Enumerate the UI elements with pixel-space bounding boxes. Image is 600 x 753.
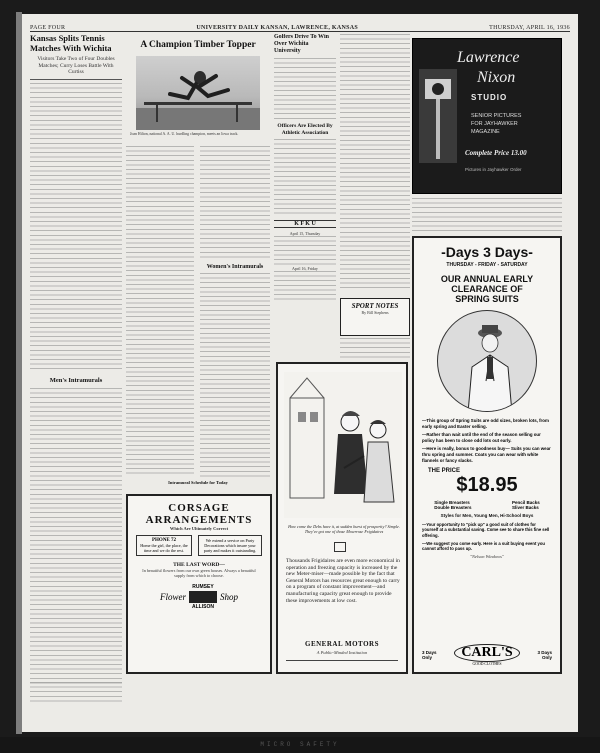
officers-text: [274, 139, 336, 217]
carls-logo-sub: GOOD CLOTHES: [472, 662, 502, 666]
column-right-text: [412, 198, 562, 232]
photo-caption: Joan Hilton, national A. A. U. hurdling champion, meets an Iowa track.: [130, 132, 239, 136]
frigidaire-caption: How come the Debs have it, at sudden burst of prosperity? Simple. They've got one of those Mowrrose Frigidaires: [288, 524, 400, 534]
studio-camera-image: [419, 69, 457, 163]
hurdler-photo: [136, 56, 260, 130]
microfilm-strip: MICRO SAFETY: [0, 737, 600, 753]
clearance-headline-3: SPRING SUITS: [455, 294, 519, 304]
sliver-backs: Sliver Backs: [511, 505, 539, 511]
column-photo: [126, 34, 270, 494]
womens-intramurals-heading: Women's Intramurals: [206, 264, 264, 270]
note-1: —Your opportunity to "pick up" a good suit of clothes for yourself at a substantial saving. Come see to share this fine sell offering.: [422, 522, 550, 538]
photo-headline: A Champion Timber Topper: [140, 40, 256, 50]
carls-logo-row: [414, 644, 560, 666]
last-word-text: In beautiful flowers from our own green houses. Always a beautiful supply from which to choose.: [142, 568, 256, 578]
kfku-heading: K F K U: [274, 220, 336, 228]
intramurals-text: [30, 388, 122, 685]
allison-word: ALLISON: [192, 604, 214, 610]
service-box-text: We extend a service on Party Decorations which insure your party and makes it outstanding.: [203, 538, 257, 553]
sport-notes-box: [340, 298, 410, 336]
frigidaire-badge-icon: [334, 542, 346, 552]
carls-notes: [422, 522, 552, 551]
general-motors-brand: GENERAL MOTORS: [305, 640, 379, 648]
column-tennis-bottom: [30, 682, 122, 704]
suit-price: $18.95: [456, 474, 518, 497]
phone-box: [136, 535, 192, 556]
pencil-backs: Pencil Backs: [511, 500, 540, 506]
service-box: [198, 535, 262, 556]
tennis-bottom-text: [30, 682, 122, 704]
shop-word: Shop: [220, 592, 238, 602]
womens-intramurals-text: [200, 273, 270, 478]
lawrence-nixon-ad: [412, 38, 562, 194]
corsage-boxes: [128, 531, 270, 556]
carls-clearance-ad: [412, 236, 562, 674]
photo-article-right: [200, 146, 270, 261]
tennis-headline: Kansas Splits Tennis Matches With Wichita: [30, 34, 112, 53]
suit-types-left: [434, 500, 471, 510]
date-line: THURSDAY, APRIL 16, 1936: [489, 25, 570, 31]
clearance-headline-2: CLEARANCE OF: [451, 284, 523, 294]
tennis-deck: Visitors Take Two of Four Doubles Matches; Curry Loses Battle With Curtiss: [37, 56, 115, 75]
suit-types-right: [512, 500, 540, 510]
tennis-article-text: [30, 83, 122, 373]
magazine: MAGAZINE: [471, 129, 500, 135]
frigidaire-cartoon: [284, 372, 402, 518]
rumsey-logo: [128, 584, 270, 610]
column-golf: [274, 34, 336, 356]
suit-types: [414, 500, 560, 510]
single-breasters: Single Breasters: [434, 500, 470, 506]
camera-icon: [419, 69, 457, 163]
clearance-headline-1: OUR ANNUAL EARLY: [440, 274, 534, 284]
days-line: THURSDAY - FRIDAY - SATURDAY: [446, 262, 528, 268]
for-jayhawker: FOR JAYHAWKER: [471, 121, 518, 127]
suit-illustration: [437, 310, 537, 412]
nelson-windows: "Nelson Windows": [470, 554, 504, 560]
column-tennis: [30, 34, 122, 684]
man-in-suit-icon: [438, 311, 537, 412]
bullet-2: —Rather than wait until the end of the season selling our policy has been to close odd lots out early.: [422, 432, 541, 443]
only-right: 3 Days Only: [537, 650, 552, 660]
sport-notes-byline: By Bill Stephens: [361, 310, 389, 315]
sport-notes-body: [340, 338, 410, 360]
corsage-sub: Which Are Ultimately Correct: [169, 526, 229, 531]
cartoon-couple-icon: [284, 372, 402, 518]
photo-article-left: [126, 146, 194, 476]
complete-price: Complete Price 13.00: [465, 149, 527, 157]
golf-continued-text: [340, 34, 410, 290]
carls-bullets: [422, 418, 552, 463]
lawrence-footer: Pictures in Jayhawker Order: [465, 167, 522, 172]
golf-headline: Golfers Drive To Win Over Wichita University: [274, 34, 329, 54]
divider: [30, 79, 122, 80]
kfku-schedule-2: [274, 271, 336, 301]
rumsey-allison-block: [189, 584, 217, 610]
phone-box-text: Home the girl, the place, the time and we do the rest.: [140, 543, 188, 553]
sport-notes-text: [340, 338, 410, 360]
studio-title: STUDIO: [471, 93, 508, 102]
bullet-3: —Here is really, bonus to goodness buy— Suits you can wear thru spring and summer. Coats you can wear with white flannels or fancy slacks.: [422, 446, 551, 463]
bullet-1: —This group of Spring Suits are odd sizes, broken lots, from early spring and Easter selling.: [422, 418, 549, 429]
sport-notes-title: SPORT NOTES: [351, 302, 399, 310]
last-word-title: THE LAST WORD—: [173, 562, 225, 568]
general-motors-tagline: A Public-Minded Institution: [316, 650, 368, 655]
carls-logo: [454, 644, 519, 666]
lawrence-title: Lawrence: [457, 49, 520, 66]
kfku-date-1: April 15, Thursday: [289, 231, 321, 236]
kfku-date-2: April 16, Friday: [292, 266, 318, 271]
page-number: PAGE FOUR: [30, 25, 66, 31]
hurdler-figure-icon: [136, 56, 260, 130]
senior-pictures: SENIOR PICTURES: [471, 113, 522, 119]
officers-headline: Officers Are Elected By Athletic Association: [277, 123, 333, 136]
frigidaire-footer-rule: [286, 660, 398, 661]
frigidaire-ad: [276, 362, 408, 674]
flower-word: Flower: [160, 592, 186, 602]
frigidaire-body: Thousands Frigidaires are even more economical in operation and freezing capacity is increased by the new Meter-miser—made possible by the fact that General Motors has resources great enough to carry on a program of constant improvement—and manufacturing capacity great enough to provide these improvements at low cost.: [286, 558, 400, 604]
intramurals-heading: Men's Intramurals: [49, 376, 103, 384]
double-breasters: Double Breasters: [434, 505, 472, 511]
right-column-text: [412, 198, 562, 232]
corsage-ad: [126, 494, 272, 674]
phone-number: PHONE 72: [151, 538, 177, 543]
masthead: UNIVERSITY DAILY KANSAN, LAWRENCE, KANSAS: [196, 25, 359, 31]
only-left: 3 Days Only: [422, 650, 437, 660]
rumsey-mark-icon: [189, 591, 217, 603]
page-header: [30, 20, 570, 32]
note-2: —We suggest you come early. Here is a suit buying event you cannot afford to pass up.: [422, 540, 545, 551]
corsage-title: CORSAGE: [168, 502, 230, 514]
golf-text: [274, 58, 336, 120]
nixon-title: Nixon: [477, 69, 516, 86]
styles-line: Styles for Men, Young Men, Hi-School Boys: [440, 513, 534, 519]
price-label: THE PRICE: [428, 468, 461, 475]
carls-logo-text: CARL'S: [454, 644, 519, 662]
schedule-heading: Intramural Schedule for Today: [168, 480, 228, 485]
rumsey-word: RUMSEY: [192, 584, 214, 590]
days-title: -Days 3 Days-: [441, 244, 533, 260]
arrangements-title: ARRANGEMENTS: [145, 514, 253, 526]
kfku-schedule-1: [274, 236, 336, 266]
